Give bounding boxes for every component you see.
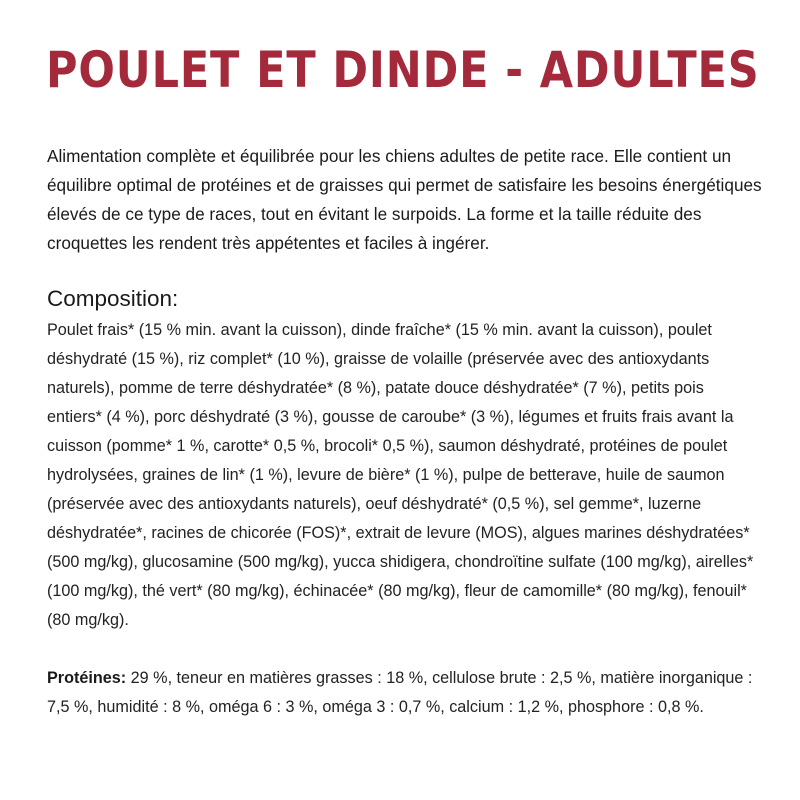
analysis-label: Protéines: [47,669,127,687]
product-description: Alimentation complète et équilibrée pour les chiens adultes de petite race. Elle contient un équilibre optimal de protéines et de graisses qui permet de satisfaire les besoins énergétiques élevés de ce type de races, tout en évitant le surpoids. La forme et la taille réduite des croquettes les rendent très appétentes et faciles à ingérer. [47,146,762,253]
composition-text: Poulet frais* (15 % min. avant la cuisson), dinde fraîche* (15 % min. avant la cuisson), poulet déshydraté (15 %), riz complet* (10 %), graisse de volaille (préservée avec des antioxydants naturels), pomme de terre déshydratée* (8 %), patate douce déshydratée* (7 %), petits pois entiers* (4 %), porc déshydraté (3 %), gousse de caroube* (3 %), légumes et fruits frais avant la cuisson (pomme* 1 %, carotte* 0,5 %, brocoli* 0,5 %), saumon déshydraté, protéines de poulet hydrolysées, graines de lin* (1 %), levure de bière* (1 %), pulpe de betterave, huile de saumon (préservée avec des antioxydants naturels), oeuf déshydraté* (0,5 %), sel gemme*, luzerne déshydratée*, racines de chicorée (FOS)*, extrait de levure (MOS), algues marines déshydratées* (500 mg/kg), glucosamine (500 mg/kg), yucca shidigera, chondroïtine sulfate (100 mg/kg), airelles* (100 mg/kg), thé vert* (80 mg/kg), échinacée* (80 mg/kg), fleur de camomille* (80 mg/kg), fenouil* (80 mg/kg). [47,321,754,629]
analysis-section [47,664,759,722]
analysis-text: 29 %, teneur en matières grasses : 18 %, cellulose brute : 2,5 %, matière inorganique : 7,5 %, humidité : 8 %, oméga 6 : 3 %, oméga 3 : 0,7 %, calcium : 1,2 %, phosphore : 0,8 %. [47,669,753,716]
product-title: POULET ET DINDE - ADULTES [46,41,760,99]
composition-heading: Composition: [47,286,179,311]
